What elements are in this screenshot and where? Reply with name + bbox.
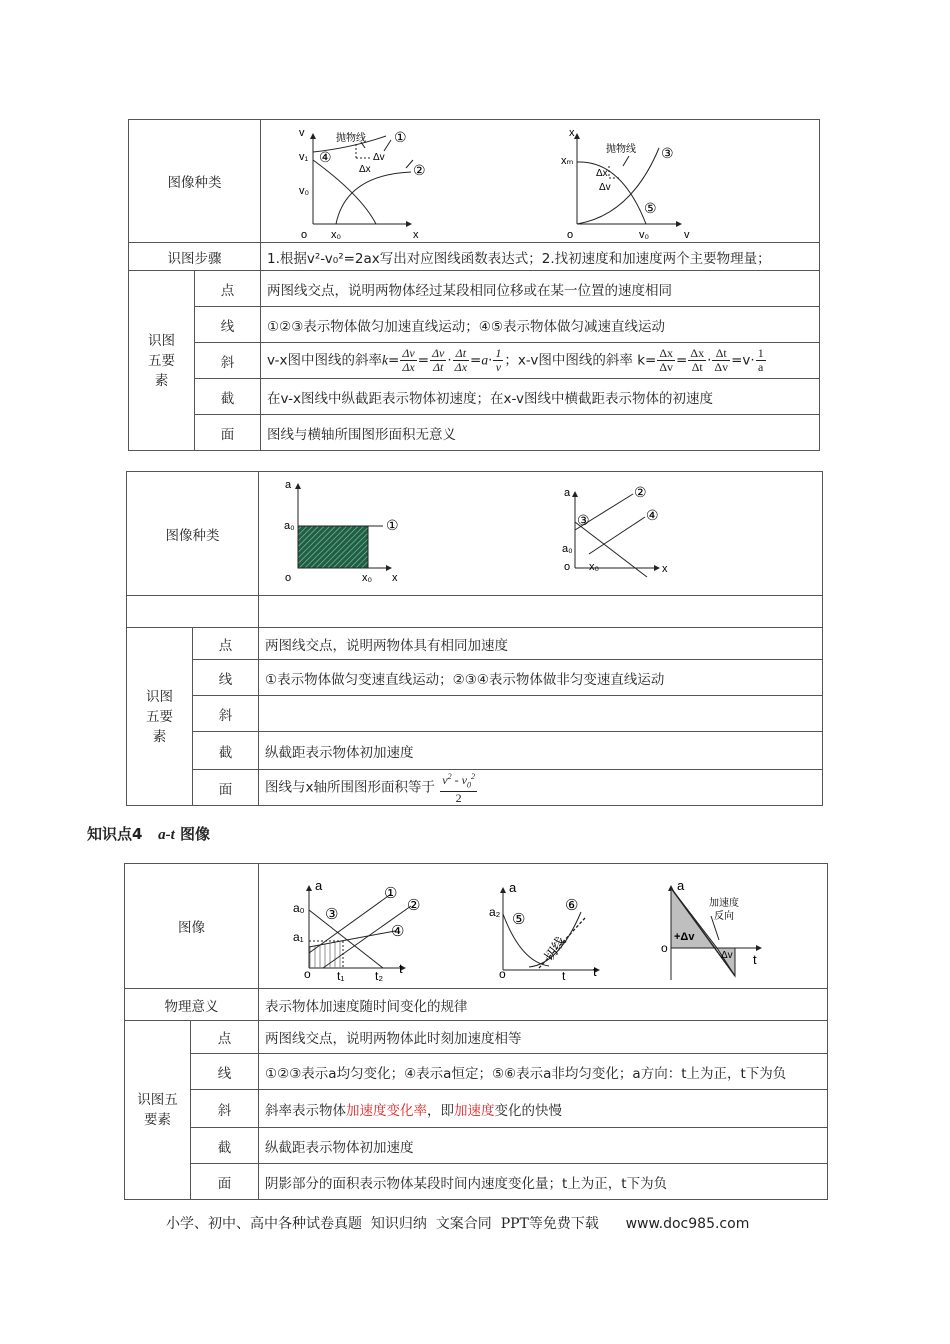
ax1-marker-1: ① [386, 517, 399, 533]
xv-origin: o [567, 229, 574, 241]
row-label-five-elements: 识图五要素 [127, 628, 193, 806]
line-1 [309, 894, 391, 953]
page-footer [166, 1213, 749, 1233]
label-intercept: 截 [195, 379, 261, 415]
text-slope: v-x图中图线的斜率k= $\frac{\Delta v}{\Delta x}$ = $\frac{\Delta v}{\Delta t}$ · $\frac{\Delta t}{\Delta x}$ =a· $\frac{1}{v}$ ；x-v图中图线的斜率 k= $\frac{\Delta x}{\Delta v}$ = $\frac{\Delta x}{\Delta t}$ · $\frac{\Delta t}{\Delta v}$ =v· $\frac{1}{a}$ [261, 343, 820, 379]
xv-xm: xₘ [561, 155, 574, 167]
text-slope [259, 696, 823, 732]
graph-vx [313, 134, 413, 224]
text-slope: 斜率表示物体加速度变化率，即加速度变化的快慢 [259, 1090, 828, 1128]
at3-origin: o [661, 941, 668, 955]
xv-x-label: v [684, 229, 690, 241]
curve-2 [336, 172, 411, 224]
at1-marker-1: ① [384, 885, 398, 902]
label-line: 线 [191, 1054, 259, 1090]
ax2-marker-3: ③ [577, 512, 590, 528]
label-point: 点 [191, 1021, 259, 1054]
label-area: 面 [191, 1164, 259, 1200]
vx-dx: Δx [359, 164, 371, 175]
line-4 [589, 517, 645, 554]
text-point: 两图线交点，说明两物体具有相同加速度 [259, 628, 823, 660]
vx-x0: x₀ [331, 229, 342, 241]
label-point: 点 [193, 628, 259, 660]
row-label-five-elements: 识图五要素 [129, 271, 195, 451]
line-4 [309, 931, 395, 947]
empty-cell [259, 596, 823, 628]
table-vx-graphs [128, 119, 820, 451]
row-label-graph-type: 图像种类 [129, 120, 261, 243]
at1-marker-3: ③ [325, 906, 339, 923]
at2-tangent-label: 切线 [541, 933, 569, 964]
empty-label-cell [127, 596, 259, 628]
xv-marker-5: ⑤ [644, 200, 657, 216]
ax2-origin: o [564, 561, 571, 573]
vx-v1: v₁ [299, 151, 309, 163]
vx-y-label: v [299, 127, 305, 139]
xv-v0: v₀ [639, 229, 650, 241]
row-label-graph: 图像 [125, 864, 259, 989]
xv-marker-3: ③ [661, 145, 674, 161]
at1-a1: a₁ [293, 930, 304, 944]
ax2-marker-4: ④ [646, 507, 659, 523]
label-area: 面 [193, 770, 259, 806]
section-heading: 知识点4 a-t 图像 [87, 825, 211, 843]
text-area: 图线与x轴所围图形面积等于 $\frac{v^2 - v_0^2}{2}$ [259, 770, 823, 806]
at2-origin: o [499, 967, 506, 981]
at3-minus-dv: Δv [721, 950, 733, 961]
at3-note-2: 反向 [714, 911, 734, 922]
at2-y-label: a [509, 880, 517, 895]
ax2-x-label: x [662, 563, 668, 575]
text-area: 图线与横轴所围图形面积无意义 [261, 415, 820, 451]
footer-text: 小学、初中、高中各种试卷真题 知识归纳 文案合同 PPT等免费下载 [166, 1216, 599, 1232]
ax2-y-label: a [564, 487, 571, 499]
at2-a2: a₂ [489, 905, 501, 919]
at1-y-label: a [315, 878, 323, 893]
curve-5 [577, 162, 646, 224]
curve-5 [503, 914, 549, 966]
at2-marker-6: ⑥ [565, 897, 579, 914]
at1-x-label: t [399, 961, 403, 976]
text-intercept: 在v-x图线中纵截距表示物体初速度；在x-v图线中横截距表示物体的初速度 [261, 379, 820, 415]
ax1-x-label: x [392, 572, 398, 584]
label-area: 面 [195, 415, 261, 451]
vx-origin: o [301, 229, 308, 241]
text-line: ①表示物体做匀变速直线运动；②③④表示物体做非匀变速直线运动 [259, 660, 823, 696]
at2-x-label: t [593, 964, 597, 979]
ax2-marker-2: ② [634, 484, 647, 500]
at1-t2: t₂ [375, 969, 383, 983]
at3-y-label: a [677, 878, 685, 893]
label-slope: 斜 [195, 343, 261, 379]
text-area: 阴影部分的面积表示物体某段时间内速度变化量；t上为正，t下为负 [259, 1164, 828, 1200]
label-point: 点 [195, 271, 261, 307]
ax1-origin: o [285, 572, 292, 584]
text-line: ①②③表示a均匀变化；④表示a恒定；⑤⑥表示a非均匀变化；a方向：t上为正，t下为负 [259, 1054, 828, 1090]
xv-dv: Δv [599, 182, 611, 193]
footer-url[interactable]: www.doc985.com [625, 1216, 750, 1232]
at3-plus-dv: +Δv [674, 931, 695, 943]
vx-v0: v₀ [299, 185, 310, 197]
label-intercept: 截 [193, 732, 259, 770]
row-label-graph-type: 图像种类 [127, 472, 259, 596]
vx-dv: Δv [373, 152, 385, 163]
text-intercept: 纵截距表示物体初加速度 [259, 732, 823, 770]
graph-cell [261, 120, 820, 243]
xv-y-label: x [569, 127, 575, 139]
label-intercept: 截 [191, 1128, 259, 1164]
line-3 [575, 522, 647, 577]
at1-marker-2: ② [407, 897, 421, 914]
text-line: ①②③表示物体做匀加速直线运动；④⑤表示物体做匀减速直线运动 [261, 307, 820, 343]
ax1-x0: x₀ [362, 572, 373, 584]
ax1-a0: a₀ [284, 520, 295, 532]
graph-cell [259, 864, 828, 989]
meaning-text: 表示物体加速度随时间变化的规律 [259, 989, 828, 1021]
label-slope: 斜 [191, 1090, 259, 1128]
graph-cell [259, 472, 823, 596]
row-label-five-elements: 识图五要素 [125, 1021, 191, 1200]
table-at-graphs [124, 863, 828, 1200]
vx-parabola-label: 抛物线 [336, 133, 366, 144]
row-label-meaning: 物理意义 [125, 989, 259, 1021]
at3-x-label: t [753, 952, 757, 967]
vx-marker-4: ④ [319, 149, 332, 165]
at1-marker-4: ④ [391, 923, 405, 940]
ax2-x0: x₀ [589, 561, 600, 573]
at1-t1: t₁ [337, 969, 345, 983]
table-ax-graphs [126, 471, 823, 806]
label-line: 线 [195, 307, 261, 343]
text-point: 两图线交点，说明两物体经过某段相同位移或在某一位置的速度相同 [261, 271, 820, 307]
text-intercept: 纵截距表示物体初加速度 [259, 1128, 828, 1164]
steps-text: 1.根据v²-v₀²=2ax写出对应图线函数表达式；2.找初速度和加速度两个主要物理量； [261, 243, 820, 271]
graph-ax-1 [298, 484, 391, 568]
at3-note-1: 加速度 [709, 898, 739, 909]
xv-parabola-label: 抛物线 [606, 144, 636, 155]
at1-origin: o [304, 967, 311, 981]
shaded-area [298, 526, 368, 568]
label-slope: 斜 [193, 696, 259, 732]
at2-marker-5: ⑤ [512, 911, 526, 928]
text-point: 两图线交点，说明两物体此时刻加速度相等 [259, 1021, 828, 1054]
vx-marker-2: ② [413, 162, 426, 178]
xv-dx: Δx [596, 168, 608, 179]
highlight-rate: 加速度变化率 [346, 1102, 427, 1119]
at2-t: t [562, 969, 566, 983]
ax-graphs [259, 472, 823, 595]
ax2-a0: a₀ [562, 543, 573, 555]
highlight-acceleration: 加速度 [454, 1102, 495, 1119]
at1-a0: a₀ [293, 901, 305, 915]
ax1-y-label: a [285, 479, 292, 491]
shaded-area [309, 941, 343, 968]
row-label-steps: 识图步骤 [129, 243, 261, 271]
at-graphs [259, 864, 828, 988]
vx-xv-graphs [261, 120, 820, 242]
vx-x-label: x [413, 229, 419, 241]
graph-ax-2 [575, 492, 659, 577]
vx-marker-1: ① [394, 129, 407, 145]
label-line: 线 [193, 660, 259, 696]
